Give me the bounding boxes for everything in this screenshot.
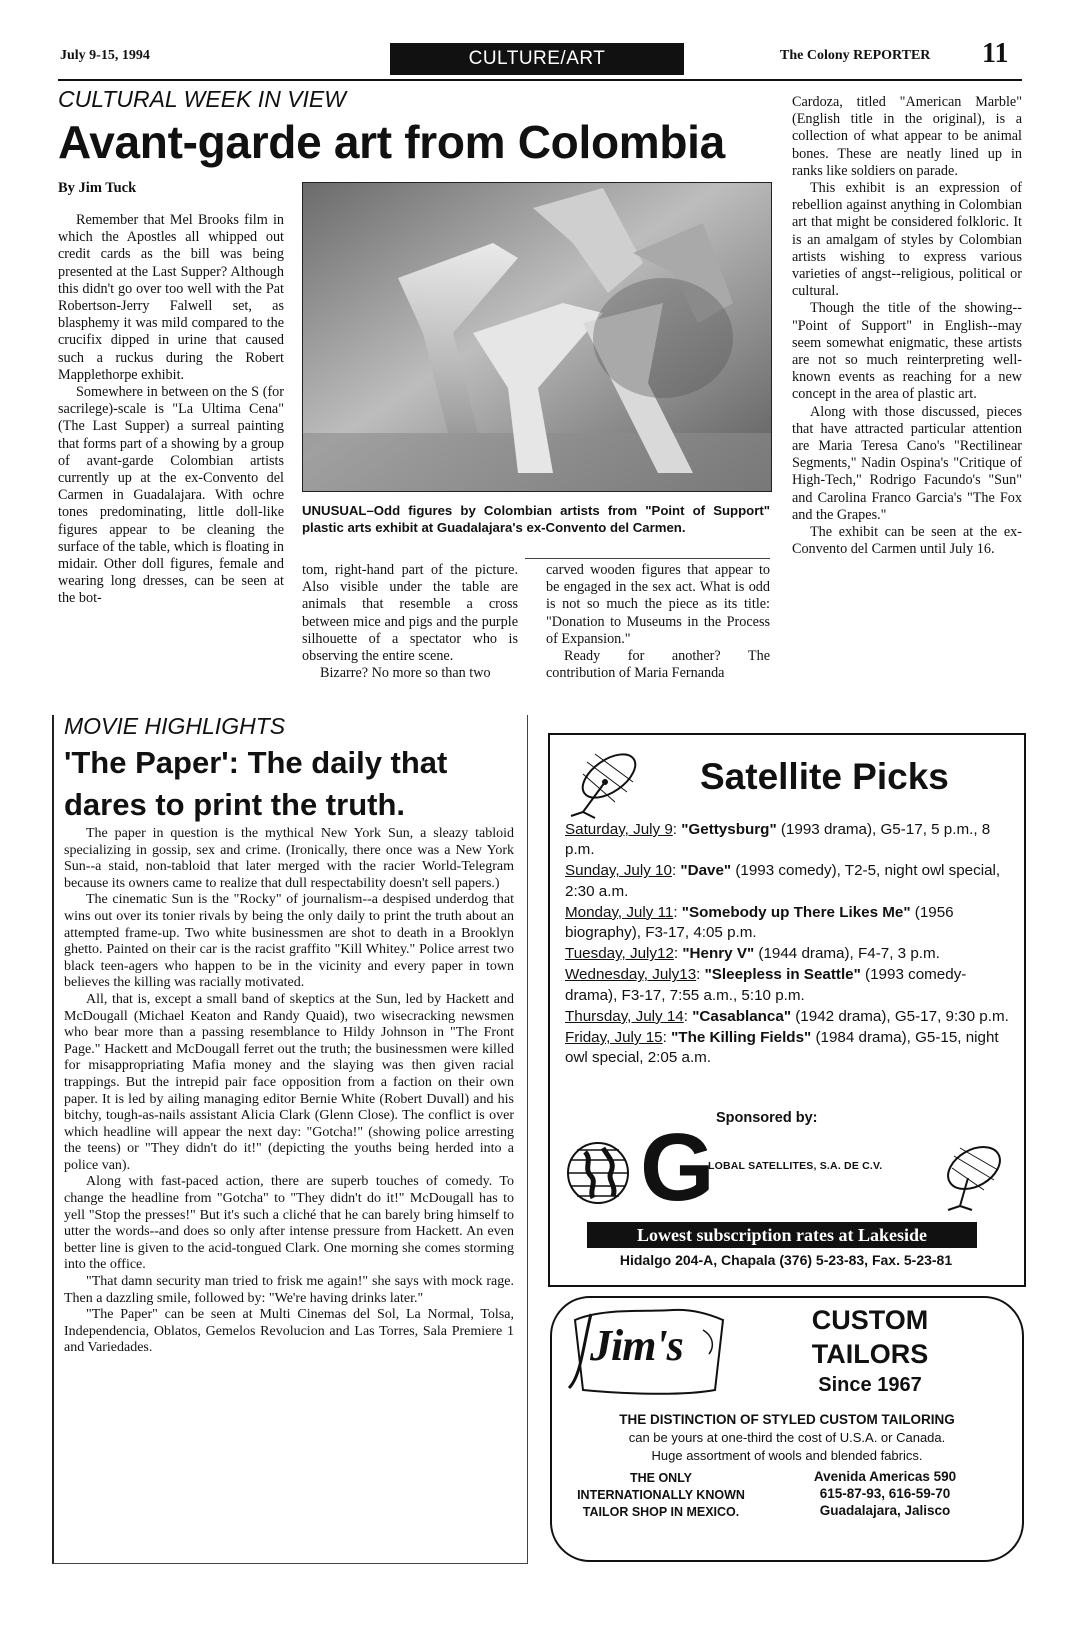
paragraph: The cinematic Sun is the "Rocky" of journalism--a despised underdog that wins out over its tonier rivals by being the only daily to print the truth about an attempted frame-up. Two white businessmen are shot to death in a Brooklyn ghetto. Painted on their car is the racist graffito "Kill Whitey." Police arrest two black teen-agers who happen to be in the vicinity and every paper in town believes the killing was racially motivated. [64, 892, 514, 991]
listing-film: "Sleepless in Seattle" [704, 966, 861, 984]
listing-item: Wednesday, July13: "Sleepless in Seattle" (1993 comedy-drama), F3-17, 7:55 a.m., 5:10 p.m. [565, 966, 967, 1004]
tailor-address-line: Avenida Americas 590 [813, 1469, 957, 1484]
listing-film: "Henry V" [682, 945, 755, 963]
paragraph: "That damn security man tried to frisk me again!" she says with mock rage. Then a dazzling smile, followed by: "We're having drinks later." [64, 1274, 514, 1306]
listing-details: (1993 comedy), T2-5, night owl special, 2:30 a.m. [565, 862, 1001, 900]
paragraph: Though the title of the showing--"Point of Support" in English--may seem somewhat enigmatic, these artists are not so much reinterpreting well-known events as reaching for a new concept in the area of plastic art. [792, 300, 1022, 403]
listing-film: "The Killing Fields" [671, 1029, 812, 1047]
listing-film: "Somebody up There Likes Me" [681, 903, 911, 921]
article-column-4 [792, 94, 1022, 718]
listing-details: (1942 drama), G5-17, 9:30 p.m. [791, 1007, 1009, 1025]
photo-caption: UNUSUAL–Odd figures by Colombian artists from "Point of Support" plastic arts exhibit at Guadalajara's ex-Convento del Carmen. [302, 503, 770, 535]
paragraph: Ready for another? The contribution of Maria Fernanda [546, 648, 770, 682]
paragraph: The exhibit can be seen at the ex-Convento del Carmen until July 16. [792, 524, 1022, 558]
tailor-only-line: TAILOR SHOP IN MEXICO. [582, 1505, 740, 1519]
listing-day: Monday, July 11 [565, 903, 674, 921]
listing-details: (1944 drama), F4-7, 3 p.m. [754, 945, 940, 963]
listing-day: Wednesday, July13 [565, 966, 697, 984]
movie-review-body [64, 826, 514, 1558]
paragraph: The paper in question is the mythical New York Sun, a sleazy tabloid specializing in gossip, sex and crime. (Ironically, there once was a New York Sun--a staid, non-tabloid that later merged with the racier World-Telegram because its owners came to realize that dull respectability doesn't sell papers.) [64, 826, 514, 891]
listing-item: Friday, July 15: "The Killing Fields" (1984 drama), G5-15, night owl special, 2:05 a.m. [565, 1029, 999, 1067]
paragraph: "The Paper" can be seen at Multi Cinemas del Sol, La Normal, Tolsa, Independencia, Oblatos, Gemelos Revolucion and Las Torres, Sala Premiere 1 and Variedades. [64, 1307, 514, 1356]
paragraph: Bizarre? No more so than two [320, 665, 491, 682]
paragraph: This exhibit is an expression of rebellion against anything in Colombian art that might be considered folkloric. It is an amalgam of styles by Colombian artists wishing to express various varieties of angst--religious, political or cultural. [792, 180, 1022, 300]
listing-day: Sunday, July 10 [565, 862, 672, 880]
caption-rule [525, 558, 770, 559]
tailor-title-line-1: CUSTOM [811, 1305, 929, 1335]
listing-details: (1984 drama), G5-15, night owl special, 2:05 a.m. [565, 1029, 999, 1067]
listing-details: (1993 drama), G5-17, 5 p.m., 8 p.m. [565, 821, 991, 859]
tailor-distinction: THE DISTINCTION OF STYLED CUSTOM TAILORING [619, 1412, 955, 1427]
satellite-title: Satellite Picks [700, 756, 949, 797]
subscription-banner: Lowest subscription rates at Lakeside [587, 1222, 977, 1248]
sculpture-photo-image [303, 183, 771, 491]
sponsored-by-label: Sponsored by: [716, 1110, 818, 1126]
article-column-1 [58, 212, 284, 710]
tailor-only-line: INTERNATIONALLY KNOWN [577, 1488, 745, 1502]
tailor-only [556, 1470, 766, 1521]
tailor-title-line-2: TAILORS [811, 1339, 929, 1369]
listing-item: Thursday, July 14: "Casablanca" (1942 drama), G5-17, 9:30 p.m. [565, 1007, 1009, 1025]
paragraph: Along with those discussed, pieces that have attracted particular attention are Maria Teresa Cano's "Rectilinear Segments," Nadin Ospina's "Critique of High-Tech," Rodrigo Facundo's "Sun" and Carolina Franco Garcia's "The Fox and the Grapes." [792, 403, 1022, 523]
listing-item: Sunday, July 10: "Dave" (1993 comedy), T2-5, night owl special, 2:30 a.m. [565, 862, 1001, 900]
listing-film: "Casablanca" [692, 1007, 792, 1025]
tailor-wools: Huge assortment of wools and blended fabrics. [651, 1448, 923, 1463]
listing-item: Saturday, July 9: "Gettysburg" (1993 drama), G5-17, 5 p.m., 8 p.m. [565, 821, 991, 859]
satellite-dish-icon [565, 742, 645, 820]
paragraph: Along with fast-paced action, there are superb touches of comedy. To change the headline from "Gotcha" to "They didn't do it!" McDougall has to yell "Stop the presses!" But it's such a cliché that he can barely bring himself to utter the words--and does so only after intense pressure from Hackett. An even better line is given to the acid-tongued Clark. One morning she comes storming into the office. [64, 1174, 514, 1273]
byline: By Jim Tuck [58, 180, 137, 196]
listing-details: (1993 comedy-drama), F3-17, 7:55 a.m., 5:10 p.m. [565, 966, 967, 1004]
tailor-only-line: THE ONLY [629, 1471, 693, 1485]
listing-day: Thursday, July 14 [565, 1007, 684, 1025]
globe-icon [563, 1138, 633, 1208]
satellite-address: Hidalgo 204-A, Chapala (376) 5-23-83, Fax. 5-23-81 [619, 1252, 953, 1268]
article-column-3 [546, 562, 770, 712]
tailor-cost: can be yours at one-third the cost of U.S.A. or Canada. [628, 1430, 946, 1445]
sponsor-name: LOBAL SATELLITES, S.A. DE C.V. [708, 1160, 883, 1172]
movie-headline-line-2: dares to print the truth. [64, 787, 405, 822]
paragraph: Cardoza, titled "American Marble" (English title in the original), is a collection of what appear to be animal bones. These are neatly lined up in ranks like soldiers on parade. [792, 94, 1022, 179]
tailor-address [780, 1468, 990, 1519]
paragraph: Remember that Mel Brooks film in which the Apostles all whipped out credit cards as the bill was being presented at the Last Supper? Although this didn't go over too well with the Pat Robertson-Jerry Falwell set, as blasphemy it was mild compared to the crucifix dipped in urine that caused such a ruckus during the Robert Mapplethorpe exhibit. [58, 212, 284, 383]
listing-day: Tuesday, July12 [565, 945, 674, 963]
listing-details: (1956 biography), F3-17, 4:05 p.m. [565, 903, 954, 942]
paragraph: tom, right-hand part of the picture. Also visible under the table are animals that resemble a cross between mice and pigs and the purple silhouette of a spectator who is observing the entire scene. [302, 562, 518, 665]
issue-date: July 9-15, 1994 [60, 48, 150, 63]
jims-logo-text: Jim's [590, 1321, 683, 1370]
article-headline: Avant-garde art from Colombia [58, 116, 725, 168]
paragraph: carved wooden figures that appear to be engaged in the sex act. What is odd is not so much the piece as its title: "Donation to Museums in the Process of Expansion." [546, 562, 770, 647]
page-number: 11 [982, 38, 1009, 69]
satellite-dish-icon [930, 1138, 1010, 1212]
paragraph: Somewhere in between on the S (for sacrilege)-scale is "La Ultima Cena" (The Last Supper) a surreal painting that forms part of a showing by a group of avant-garde Colombian artists currently up at the ex-Convento del Carmen in Guadalajara. With ochre tones predominating, little doll-like figures appear to be cleaning the surface of the table, which is floating in midair. Other doll figures, female and wearing long dresses, can be seen at the bot- [58, 384, 284, 607]
listing-item: Monday, July 11: "Somebody up There Likes Me" (1956 biography), F3-17, 4:05 p.m. [565, 903, 954, 942]
article-column-2 [302, 562, 518, 692]
paragraph: All, that is, except a small band of skeptics at the Sun, led by Hackett and McDougall (Michael Keaton and Randy Quaid), two wisecracking newsmen who bear more than a passing resemblance to Hildy Johnson in "The Front Page." Hackett and McDougall ferret out the truth; the businessmen were killed for misappropriating Mafia money and the slaying was then given racial trappings. But the intrepid pair face opposition from a faction on their own paper. It is led by ailing managing editor Bernie White (Robert Duvall) and his bitchy, tough-as-nails assistant Alicia Clark (Glenn Close). The conflict is over which headline will appear the next day: "Gotcha!" (showing police arresting the teens) or "They didn't do it!" (depicting the youths being herded into a police van). [64, 991, 514, 1173]
article-kicker: CULTURAL WEEK IN VIEW [58, 86, 346, 112]
movie-kicker: MOVIE HIGHLIGHTS [64, 713, 286, 739]
movie-headline-line-1: 'The Paper': The daily that [64, 745, 448, 780]
listing-item: Tuesday, July12: "Henry V" (1944 drama), F4-7, 3 p.m. [565, 945, 940, 963]
art-photo [302, 182, 772, 492]
listing-film: "Gettysburg" [681, 821, 777, 838]
section-banner: CULTURE/ART [390, 43, 684, 75]
listing-film: "Dave" [680, 862, 732, 880]
satellite-listings [565, 820, 1010, 1069]
tailor-address-line: 615-87-93, 616-59-70 [819, 1486, 951, 1501]
header-rule [58, 79, 1022, 81]
tailor-since: Since 1967 [818, 1374, 922, 1396]
publication-name: The Colony REPORTER [780, 48, 931, 63]
sponsor-logo-letter: G [640, 1114, 715, 1221]
listing-day: Saturday, July 9 [565, 821, 673, 838]
listing-day: Friday, July 15 [565, 1029, 663, 1047]
tailor-address-line: Guadalajara, Jalisco [819, 1503, 951, 1518]
